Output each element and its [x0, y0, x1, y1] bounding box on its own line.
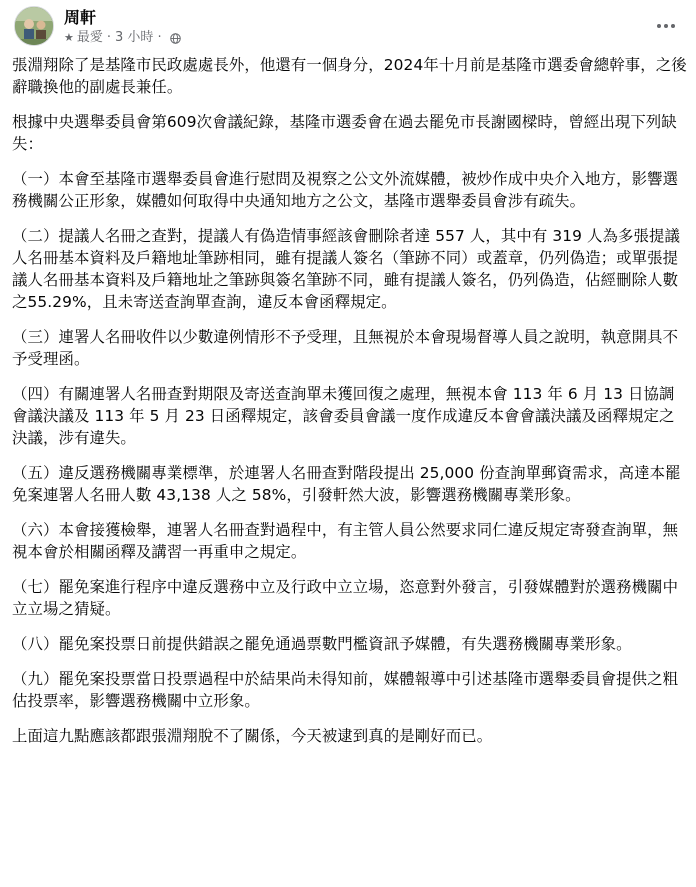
post-timestamp[interactable]: 3 小時: [115, 30, 154, 45]
post-meta: [64, 30, 181, 46]
more-options-button[interactable]: [648, 8, 684, 44]
audience-label[interactable]: 最愛: [76, 30, 103, 45]
post-paragraph: （二）提議人名冊之查對，提議人有偽造情事經該會刪除者達 557 人，其中有 319 人為多張提議人名冊基本資料及戶籍地址筆跡相同，雖有提議人簽名（筆跡不同）或蓋章，仍列偽造；或單張提議人名冊基本資料及戶籍地址之筆跡與簽名筆跡不同，雖有提議人簽名，仍列偽造，佔經刪除人數之55.29%，且未寄送查詢單查詢，違反本會函釋規定。: [12, 227, 680, 311]
avatar-image: [15, 7, 54, 46]
post-paragraph: （七）罷免案進行程序中違反選務中立及行政中立立場，恣意對外發言，引發媒體對於選務機關中立立場之猜疑。: [12, 578, 679, 618]
author-name[interactable]: 周軒: [64, 8, 97, 27]
post-header: [12, 4, 684, 52]
post-paragraph: （一）本會至基隆市選舉委員會進行慰問及視察之公文外流媒體，被炒作成中央介入地方，影響選務機關公正形象，媒體如何取得中央通知地方之公文，基隆市選舉委員會涉有疏失。: [12, 170, 679, 210]
post-paragraph: 張淵翔除了是基隆市民政處處長外，他還有一個身分，2024年十月前是基隆市選委會總幹事，之後辭職換他的副處長兼任。: [12, 56, 687, 96]
post-paragraph: （九）罷免案投票當日投票過程中於結果尚未得知前，媒體報導中引述基隆市選舉委員會提供之粗估投票率，影響選務機關中立形象。: [12, 670, 679, 710]
post-paragraph: （四）有關連署人名冊查對期限及寄送查詢單未獲回復之處理，無視本會 113 年 6 月 13 日協調會議決議及 113 年 5 月 23 日函釋規定，該會委員會議一度作成違反本會會議決議及函釋規定之決議，涉有違失。: [12, 385, 675, 447]
post-paragraph: 上面這九點應該都跟張淵翔脫不了關係，今天被逮到真的是剛好而已。: [12, 727, 493, 745]
globe-icon: [170, 33, 181, 44]
post-body: [12, 54, 688, 760]
post-paragraph: （八）罷免案投票日前提供錯誤之罷免通過票數門檻資訊予媒體，有失選務機關專業形象。: [12, 635, 632, 653]
avatar[interactable]: [14, 6, 54, 46]
meta-separator: ·: [157, 30, 162, 45]
post-paragraph: （五）違反選務機關專業標準，於連署人名冊查對階段提出 25,000 份查詢單郵資需求，高達本罷免案連署人名冊人數 43,138 人之 58%，引發軒然大波，影響選務機關專業形象。: [12, 464, 681, 504]
star-icon: ★: [64, 31, 74, 44]
post-paragraph: （六）本會接獲檢舉，連署人名冊查對過程中，有主管人員公然要求同仁違反規定寄發查詢單，無視本會於相關函釋及講習一再重申之規定。: [12, 521, 679, 561]
post-paragraph: （三）連署人名冊收件以少數違例情形不予受理，且無視於本會現場督導人員之說明，執意開具不予受理函。: [12, 328, 679, 368]
meta-separator: ·: [106, 30, 112, 45]
post-paragraph: 根據中央選舉委員會第609次會議紀錄，基隆市選委會在過去罷免市長謝國樑時，曾經出現下列缺失：: [12, 113, 677, 153]
more-dots-icon: [657, 24, 675, 28]
